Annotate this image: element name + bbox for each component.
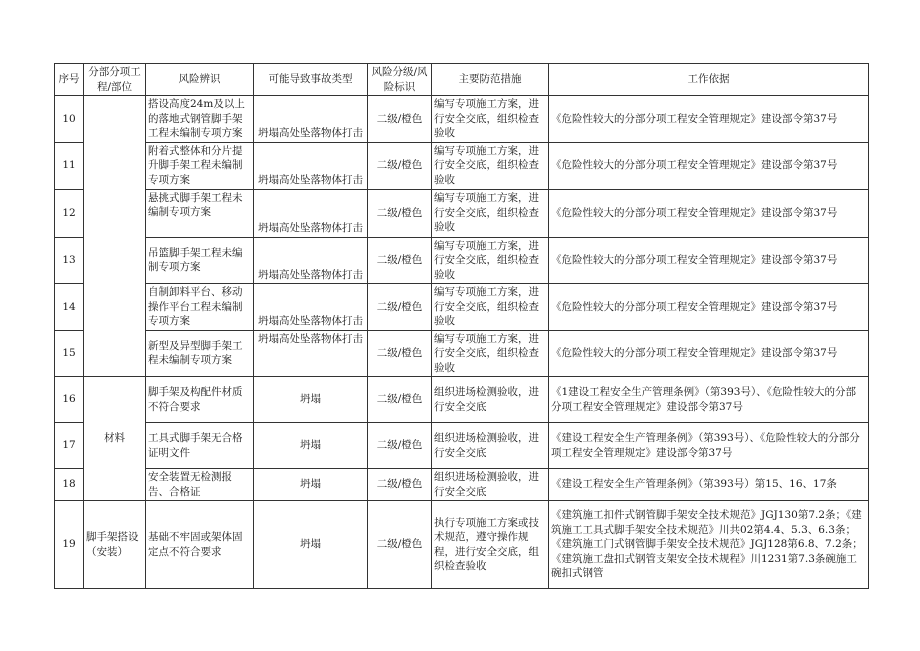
row-basis: 《危险性较大的分部分项工程安全管理规定》建设部令第37号 <box>549 189 869 237</box>
row-basis: 《危险性较大的分部分项工程安全管理规定》建设部令第37号 <box>549 330 869 377</box>
row-basis: 《建筑施工扣件式钢管脚手架安全技术规范》JGJ130第7.2条；《建筑施工工具式脚手架安全技术规范》川共02第4.4、5.3、6.3条；《建筑施工门式钢管脚手架安全技术规范》JGJ128第6.8、7.2条；《建筑施工盘扣式钢管支架安全技术规程》川1231第7.3条碗施工碗扣式钢管 <box>549 501 869 589</box>
row-measures: 执行专项施工方案或技术规范，遵守操作规程，进行安全交底，组织检查验收 <box>432 501 549 589</box>
row-basis: 《危险性较大的分部分项工程安全管理规定》建设部令第37号 <box>549 142 869 189</box>
row-level: 二级/橙色 <box>368 189 432 237</box>
section-cell-erection: 脚手架搭设（安装） <box>84 501 146 589</box>
row-accident: 坍塌高处坠落物体打击 <box>254 284 368 331</box>
table-row <box>55 423 869 469</box>
row-measures: 编写专项施工方案，进行安全交底，组织检查验收 <box>432 330 549 377</box>
row-measures: 编写专项施工方案，进行安全交底，组织检查验收 <box>432 284 549 331</box>
row-measures: 组织进场检测验收，进行安全交底 <box>432 377 549 423</box>
table-row <box>55 237 869 284</box>
row-risk: 基础不牢固或架体固定点不符合要求 <box>146 501 254 589</box>
header-measures: 主要防范措施 <box>432 64 549 96</box>
row-risk: 附着式整体和分片提升脚手架工程未编制专项方案 <box>146 142 254 189</box>
row-seq: 10 <box>55 96 84 143</box>
table-row <box>55 96 869 143</box>
row-level: 二级/橙色 <box>368 330 432 377</box>
row-accident: 坍塌高处坠落物体打击 <box>254 142 368 189</box>
row-measures: 组织进场检测验收，进行安全交底 <box>432 469 549 501</box>
row-basis: 《建设工程安全生产管理条例》（第393号）第15、16、17条 <box>549 469 869 501</box>
row-seq: 18 <box>55 469 84 501</box>
row-measures: 编写专项施工方案，进行安全交底，组织检查验收 <box>432 142 549 189</box>
row-basis: 《1建设工程安全生产管理条例》（第393号）、《危险性较大的分部分项工程安全管理规定》建设部令第37号 <box>549 377 869 423</box>
row-risk: 悬挑式脚手架工程未编制专项方案 <box>146 189 254 237</box>
row-level: 二级/橙色 <box>368 501 432 589</box>
header-level: 风险分级/风险标识 <box>368 64 432 96</box>
row-level: 二级/橙色 <box>368 423 432 469</box>
row-measures: 编写专项施工方案，进行安全交底，组织检查验收 <box>432 189 549 237</box>
row-accident: 坍塌高处坠落物体打击 <box>254 237 368 284</box>
row-accident: 坍塌 <box>254 501 368 589</box>
row-accident: 坍塌高处坠落物体打击 <box>254 96 368 143</box>
row-level: 二级/橙色 <box>368 469 432 501</box>
table-row <box>55 501 869 589</box>
row-risk: 安全装置无检测报告、合格证 <box>146 469 254 501</box>
row-accident: 坍塌高处坠落物体打击 <box>254 189 368 237</box>
table-header-row <box>55 64 869 96</box>
row-risk: 吊篮脚手架工程未编制专项方案 <box>146 237 254 284</box>
header-basis: 工作依据 <box>549 64 869 96</box>
row-accident: 坍塌高处坠落物体打击 <box>254 330 368 377</box>
row-seq: 11 <box>55 142 84 189</box>
row-basis: 《危险性较大的分部分项工程安全管理规定》建设部令第37号 <box>549 284 869 331</box>
header-accident: 可能导致事故类型 <box>254 64 368 96</box>
row-accident: 坍塌 <box>254 469 368 501</box>
row-level: 二级/橙色 <box>368 377 432 423</box>
row-accident: 坍塌 <box>254 377 368 423</box>
row-measures: 组织进场检测验收，进行安全交底 <box>432 423 549 469</box>
row-seq: 16 <box>55 377 84 423</box>
row-risk: 搭设高度24m及以上的落地式钢管脚手架工程未编制专项方案 <box>146 96 254 143</box>
header-section: 分部分项工程/部位 <box>84 64 146 96</box>
row-seq: 15 <box>55 330 84 377</box>
table-row <box>55 142 869 189</box>
row-level: 二级/橙色 <box>368 237 432 284</box>
row-seq: 14 <box>55 284 84 331</box>
row-seq: 19 <box>55 501 84 589</box>
header-risk: 风险辨识 <box>146 64 254 96</box>
row-measures: 编写专项施工方案，进行安全交底，组织检查验收 <box>432 237 549 284</box>
row-level: 二级/橙色 <box>368 96 432 143</box>
row-basis: 《建设工程安全生产管理条例》（第393号）、《危险性较大的分部分项工程安全管理规定》建设部令第37号 <box>549 423 869 469</box>
row-risk: 脚手架及构配件材质不符合要求 <box>146 377 254 423</box>
table-row <box>55 189 869 237</box>
row-risk: 新型及异型脚手架工程未编制专项方案 <box>146 330 254 377</box>
row-basis: 《危险性较大的分部分项工程安全管理规定》建设部令第37号 <box>549 237 869 284</box>
row-accident: 坍塌 <box>254 423 368 469</box>
table-row <box>55 330 869 377</box>
section-cell-material: 材料 <box>84 377 146 501</box>
row-seq: 13 <box>55 237 84 284</box>
row-level: 二级/橙色 <box>368 142 432 189</box>
row-seq: 17 <box>55 423 84 469</box>
row-risk: 自制卸料平台、移动操作平台工程未编制专项方案 <box>146 284 254 331</box>
table-row <box>55 377 869 423</box>
table-row <box>55 469 869 501</box>
row-measures: 编写专项施工方案，进行安全交底，组织检查验收 <box>432 96 549 143</box>
risk-identification-table <box>54 63 869 589</box>
section-cell-empty <box>84 96 146 377</box>
row-seq: 12 <box>55 189 84 237</box>
row-level: 二级/橙色 <box>368 284 432 331</box>
table-row <box>55 284 869 331</box>
row-basis: 《危险性较大的分部分项工程安全管理规定》建设部令第37号 <box>549 96 869 143</box>
row-risk: 工具式脚手架无合格证明文件 <box>146 423 254 469</box>
header-seq: 序号 <box>55 64 84 96</box>
